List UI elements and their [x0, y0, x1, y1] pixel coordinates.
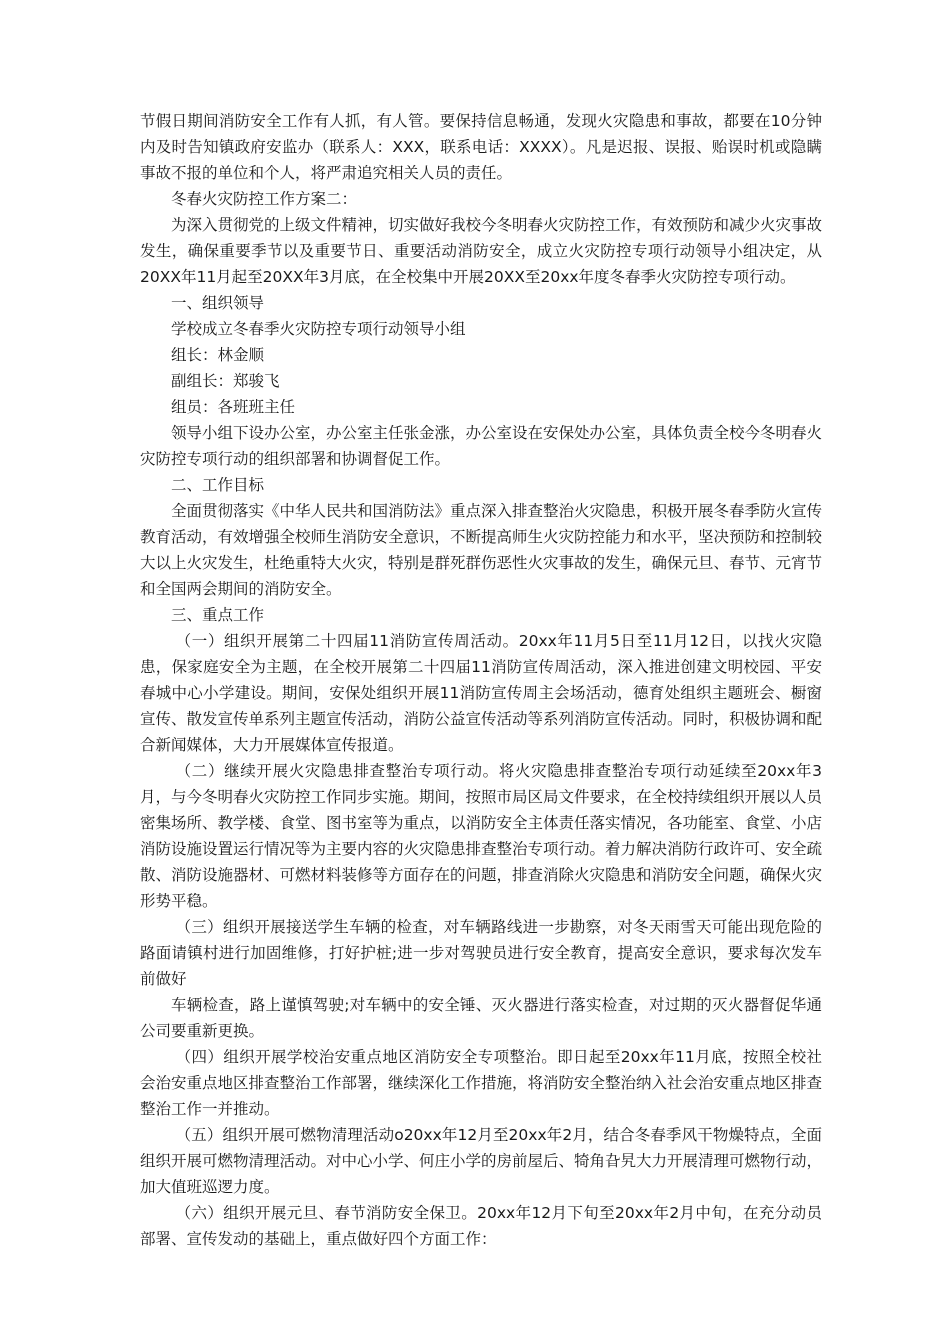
- paragraph-8: 组员：各班班主任: [171, 398, 296, 416]
- paragraph-1: 节假日期间消防安全工作有人抓，有人管。要保持信息畅通，发现火灾隐患和事故，都要在10分钟内及时告知镇政府安监办（联系人：XXX，联系电话：XXXX）。凡是迟报、误报、贻误时机或隐瞒事故不报的单位和个人，将严肃追究相关人员的责任。: [140, 112, 822, 182]
- paragraph-7: 副组长：郑骏飞: [171, 372, 280, 390]
- paragraph-11: 全面贯彻落实《中华人民共和国消防法》重点深入排查整治火灾隐患，积极开展冬春季防火宣传教育活动，有效增强全校师生消防安全意识，不断提高师生火灾防控能力和水平，坚决预防和控制较大以上火灾发生，杜绝重特大火灾，特别是群死群伤恶性火灾事故的发生，确保元旦、春节、元宵节和全国两会期间的消防安全。: [140, 502, 823, 598]
- document-body: [140, 108, 822, 1252]
- section-heading-2: 二、工作目标: [171, 476, 265, 494]
- paragraph-18: （五）组织开展可燃物清理活动o20xx年12月至20xx年2月，结合冬春季风干物燥特点，全面组织开展可燃物清理活动。对中心小学、何庄小学的房前屋后、犄角旮旯大力开展清理可燃物行动，加大值班巡逻力度。: [140, 1126, 823, 1196]
- section-heading-3: 三、重点工作: [171, 606, 265, 624]
- paragraph-13: （一）组织开展第二十四届11消防宣传周活动。20xx年11月5日至11月12日，以找火灾隐患，保家庭安全为主题，在全校开展第二十四届11消防宣传周活动，深入推进创建文明校园、平安春城中心小学建设。期间，安保处组织开展11消防宣传周主会场活动，德育处组织主题班会、橱窗宣传、散发宣传单系列主题宣传活动，消防公益宣传活动等系列消防宣传活动。同时，积极协调和配合新闻媒体，大力开展媒体宣传报道。: [140, 632, 823, 754]
- paragraph-9: 领导小组下设办公室，办公室主任张金涨，办公室设在安保处办公室，具体负责全校今冬明春火灾防控专项行动的组织部署和协调督促工作。: [140, 424, 823, 468]
- paragraph-14: （二）继续开展火灾隐患排查整治专项行动。将火灾隐患排查整治专项行动延续至20xx年3月，与今冬明春火灾防控工作同步实施。期间，按照市局区局文件要求，在全校持续组织开展以人员密集场所、教学楼、食堂、图书室等为重点，以消防安全主体责任落实情况，各功能室、食堂、小店消防设施设置运行情况等为主要内容的火灾隐患排查整治专项行动。着力解决消防行政许可、安全疏散、消防设施器材、可燃材料装修等方面存在的问题，排查消除火灾隐患和消防安全问题，确保火灾形势平稳。: [140, 762, 823, 910]
- paragraph-19: （六）组织开展元旦、春节消防安全保卫。20xx年12月下旬至20xx年2月中旬，在充分动员部署、宣传发动的基础上，重点做好四个方面工作：: [140, 1204, 822, 1248]
- paragraph-17: （四）组织开展学校治安重点地区消防安全专项整治。即日起至20xx年11月底，按照全校社会治安重点地区排查整治工作部署，继续深化工作措施，将消防安全整治纳入社会治安重点地区排查整治工作一并推动。: [140, 1048, 823, 1118]
- section-heading-1: 一、组织领导: [171, 294, 265, 312]
- paragraph-16: 车辆检查，路上谨慎驾驶;对车辆中的安全锤、灭火器进行落实检查，对过期的灭火器督促华通公司要重新更换。: [140, 996, 822, 1040]
- paragraph-6: 组长：林金顺: [171, 346, 265, 364]
- paragraph-2: 冬春火灾防控工作方案二：: [171, 190, 358, 208]
- paragraph-3: 为深入贯彻党的上级文件精神，切实做好我校今冬明春火灾防控工作，有效预防和减少火灾事故发生，确保重要季节以及重要节日、重要活动消防安全，成立火灾防控专项行动领导小组决定，从20XX年11月起至20XX年3月底，在全校集中开展20XX至20xx年度冬春季火灾防控专项行动。: [140, 216, 823, 286]
- paragraph-15: （三）组织开展接送学生车辆的检查，对车辆路线进一步勘察，对冬天雨雪天可能出现危险的路面请镇村进行加固维修，打好护桩;进一步对驾驶员进行安全教育，提高安全意识，要求每次发车前做好: [140, 918, 822, 988]
- paragraph-5: 学校成立冬春季火灾防控专项行动领导小组: [171, 320, 466, 338]
